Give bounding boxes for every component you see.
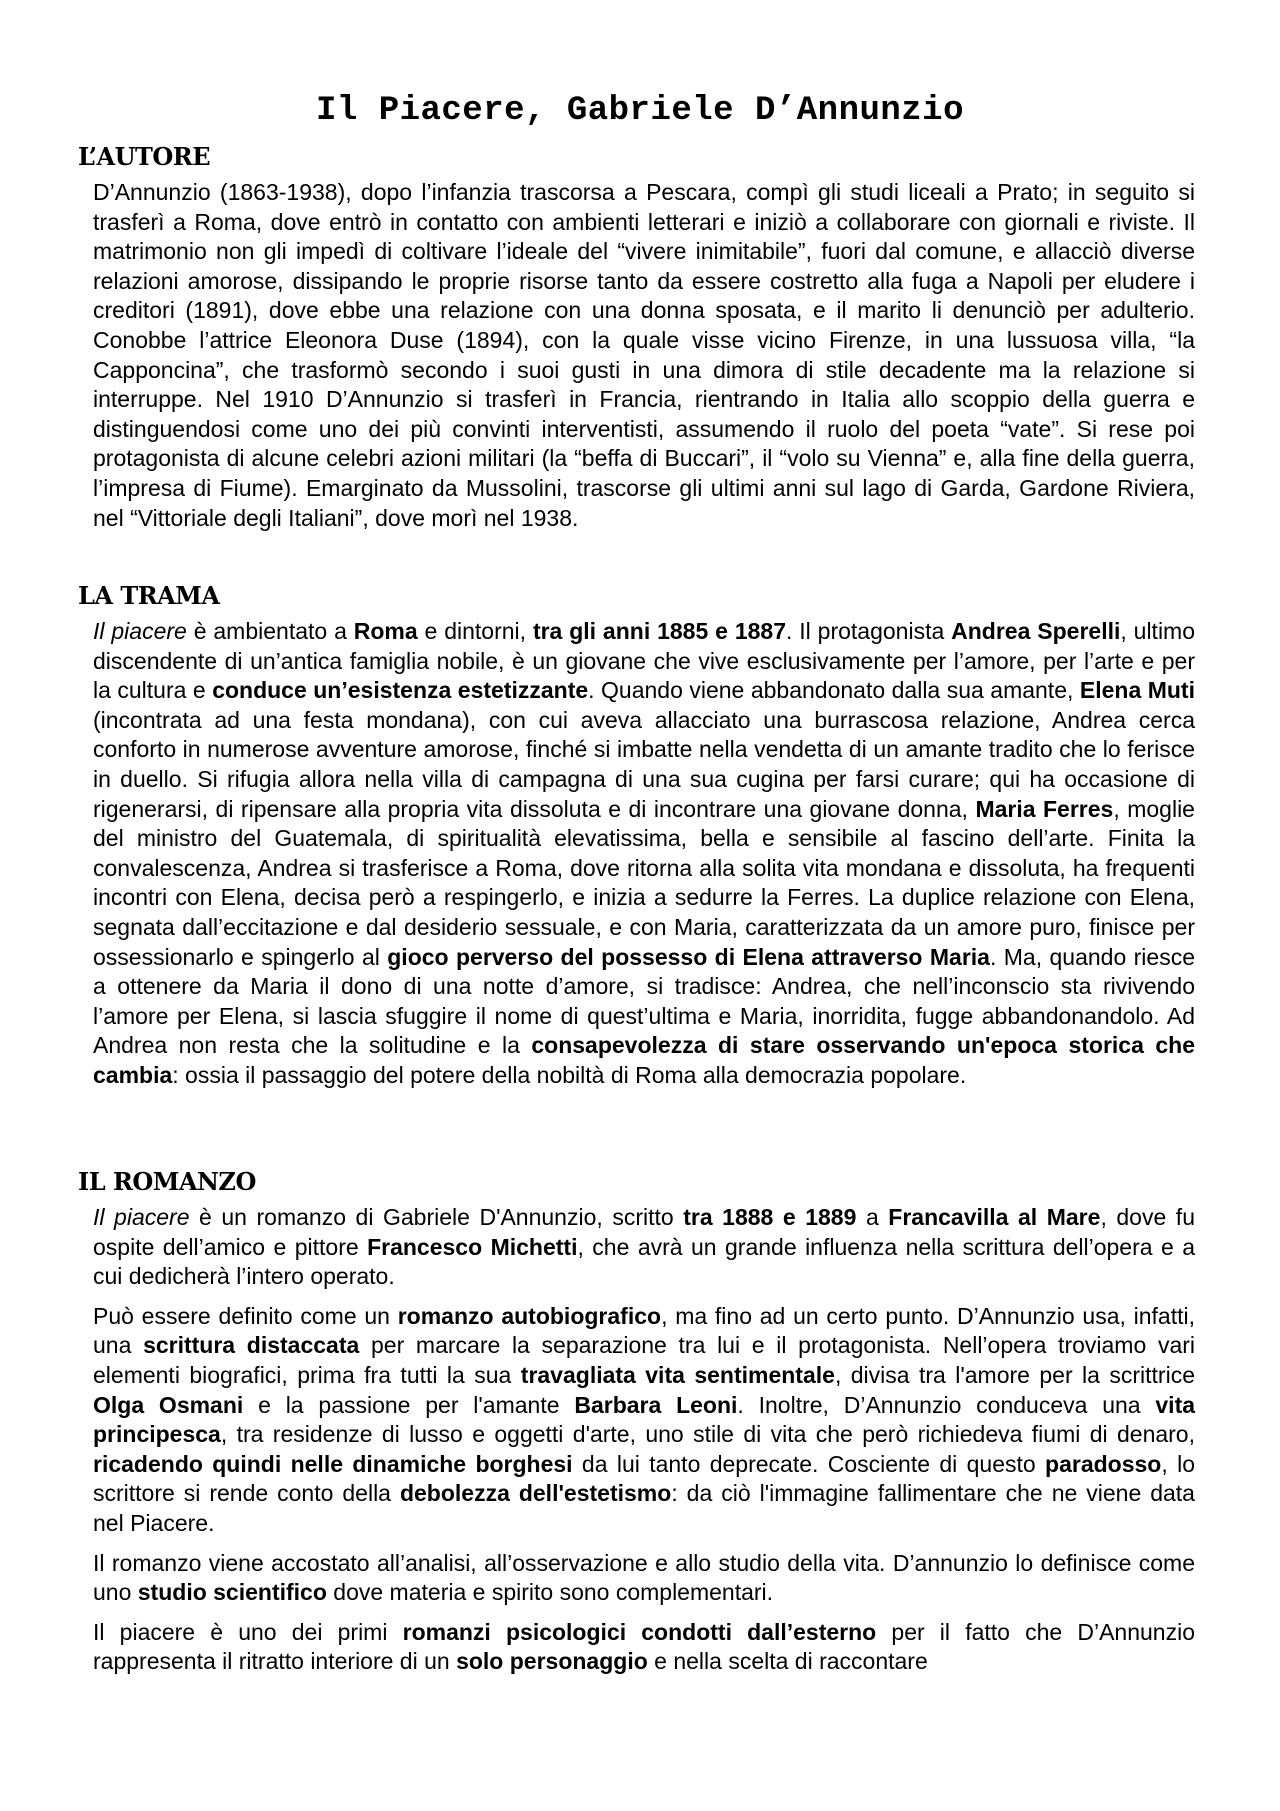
text-span: . Quando viene abbandonato dalla sua amante,: [588, 677, 1080, 704]
text-span: è ambientato a: [186, 618, 354, 644]
text-span: e la passione per l'amante: [243, 1391, 575, 1418]
text-bold: conduce un’esistenza estetizzante: [212, 677, 589, 704]
section-body-romanzo: [93, 1203, 1195, 1687]
text-bold: scrittura distaccata: [143, 1332, 360, 1359]
text-bold: vita principesca: [93, 1391, 1196, 1448]
text-span: (incontrata ad una festa mondana), con cui aveva allacciato una burrascosa relazione, Andrea cerca conforto in numerose avventure amorose, finché si imbatte nella vendetta di un amante tradito che lo ferisce in duello. Si rifugia allora nella villa di campagna di una sua cugina per farsi curare; qui ha occasione di rigenerarsi, di ripensare alla propria vita dissoluta e di incontrare una giovane donna,: [93, 706, 1195, 822]
text-span: . Inoltre, D’Annunzio conduceva una: [737, 1391, 1156, 1418]
text-span: , ma fino ad un certo punto. D’Annunzio usa, infatti, una: [93, 1302, 1195, 1359]
text-bold: tra 1888 e 1889: [683, 1204, 857, 1230]
text-span: , lo scrittore si rende conto della: [93, 1450, 1195, 1507]
text-span: , tra residenze di lusso e oggetti d'arte, uno stile di vita che però richiedeva fiumi di denaro,: [220, 1421, 1195, 1448]
text-span: , ultimo discendente di un’antica famiglia nobile, è un giovane che vive esclusivamente per l’amore, per l’arte e per la cultura e: [93, 618, 1196, 704]
text-span: . Ma, quando riesce a ottenere da Maria il dono di una notte d’amore, si tradisce: Andrea, che nell’inconscio sta rivivendo l’amore per Elena, si lascia sfuggire il nome di quest’ultima e Maria, inorridita, fugge abbandonandolo. Ad Andrea non resta che la solitudine e la: [93, 943, 1195, 1059]
text-bold: travagliata vita sentimentale: [520, 1361, 835, 1388]
text-bold: Francesco Michetti: [367, 1233, 578, 1260]
text-span: , che avrà un grande influenza nella scrittura dell’opera e a cui dedicherà l’intero operato.: [93, 1233, 1196, 1290]
document-title: Il Piacere, Gabriele D’Annunzio: [315, 92, 964, 130]
section-heading-romanzo: IL ROMANZO: [78, 1167, 256, 1196]
text-bold: tra gli anni 1885 e 1887: [532, 618, 786, 644]
text-bold: paradosso: [1045, 1450, 1162, 1477]
text-span: per il fatto che D’Annunzio rappresenta il ritratto interiore di un: [93, 1618, 1195, 1675]
text-span: e nella scelta di raccontare: [647, 1648, 928, 1675]
section-heading-autore: L’AUTORE: [78, 142, 211, 171]
paragraph: [93, 1302, 1195, 1539]
text-span: , dove fu ospite dell’amico e pittore: [93, 1204, 1195, 1260]
text-bold: romanzi psicologici condotti dall’esterno: [402, 1618, 877, 1645]
text-bold: debolezza dell'estetismo: [399, 1480, 672, 1507]
text-span: , moglie del ministro del Guatemala, di spiritualità elevatissima, bella e sensibile al fascino dell’arte. Finita la convalescenza, Andrea si trasferisce a Roma, dove ritorna alla solita vita mondana e dissoluta, ha frequenti incontri con Elena, decisa però a respingerlo, e inizia a sedurre la Ferres. La duplice relazione con Elena, segnata dall’eccitazione e dal desiderio sessuale, e con Maria, caratterizzata da un amore puro, finisce per ossessionarlo e spingerlo al: [93, 795, 1195, 970]
text-span: a: [856, 1204, 889, 1230]
text-span: : da ciò l'immagine fallimentare che ne viene data nel Piacere.: [93, 1480, 1195, 1536]
paragraph: D’Annunzio (1863-1938), dopo l’infanzia trascorsa a Pescara, compì gli studi liceali a Prato; in seguito si trasferì a Roma, dove entrò in contatto con ambienti letterari e iniziò a collaborare con giornali e riviste. Il matrimonio non gli impedì di coltivare l’ideale del “vivere inimitabile”, fuori dal comune, e allacciò diverse relazioni amorose, dissipando le proprie risorse tanto da essere costretto alla fuga a Napoli per eludere i creditori (1891), dove ebbe una relazione con una donna sposata, e il marito li denunciò per adulterio. Conobbe l’attrice Eleonora Duse (1894), con la quale visse vicino Firenze, in una lussuosa villa, “la Capponcina”, che trasformò secondo i suoi gusti in una dimora di stile decadente ma la relazione si interruppe. Nel 1910 D’Annunzio si trasferì in Francia, rientrando in Italia allo scoppio della guerra e distinguendosi come uno dei più convinti interventisti, assumendo il ruolo del poeta “vate”. Si rese poi protagonista di alcune celebri azioni militari (la “beffa di Buccari”, il “volo su Vienna” e, alla fine della guerra, l’impresa di Fiume). Emarginato da Mussolini, trascorse gli ultimi anni sul lago di Garda, Gardone Riviera, nel “Vittoriale degli Italiani”, dove morì nel 1938.: [93, 179, 1195, 531]
text-bold: Elena Muti: [1079, 677, 1195, 704]
text-span: . Il protagonista: [786, 618, 952, 644]
text-span: Può essere definito come un: [93, 1302, 398, 1329]
text-span: e dintorni,: [417, 618, 533, 644]
text-span: Il piacere è uno dei primi: [93, 1618, 403, 1645]
paragraph: [93, 1549, 1195, 1608]
text-bold: studio scientifico: [137, 1579, 327, 1606]
section-body-autore: [93, 178, 1195, 543]
text-bold: Andrea Sperelli: [951, 618, 1121, 644]
text-bold: Maria Ferres: [975, 795, 1114, 822]
paragraph: [93, 1618, 1195, 1677]
text-bold: gioco perverso del possesso di Elena attraverso Maria: [387, 943, 990, 970]
text-span: per marcare la separazione tra lui e il protagonista. Nell’opera troviamo vari elementi biografici, prima fra tutti la sua: [93, 1332, 1195, 1388]
text-italic: Il piacere: [93, 618, 187, 644]
paragraph: [93, 617, 1195, 1091]
text-span: dove materia e spirito sono complementari.: [326, 1579, 774, 1606]
text-bold: Francavilla al Mare: [888, 1204, 1101, 1230]
text-bold: romanzo autobiografico: [397, 1302, 662, 1329]
text-bold: ricadendo quindi nelle dinamiche borghesi: [93, 1450, 573, 1477]
paragraph: [93, 1203, 1195, 1292]
text-span: : ossia il passaggio del potere della nobiltà di Roma alla democrazia popolare.: [172, 1061, 967, 1088]
text-bold: solo personaggio: [456, 1648, 648, 1675]
text-italic: Il piacere: [93, 1204, 190, 1230]
text-span: è un romanzo di Gabriele D'Annunzio, scritto: [189, 1204, 684, 1230]
text-bold: Barbara Leoni: [574, 1391, 738, 1418]
section-body-trama: [93, 617, 1195, 1101]
text-span: da lui tanto deprecate. Cosciente di questo: [572, 1450, 1046, 1477]
text-span: , divisa tra l'amore per la scrittrice: [834, 1361, 1195, 1388]
text-bold: Roma: [353, 618, 418, 644]
text-bold: consapevolezza di stare osservando un'epoca storica che cambia: [93, 1032, 1195, 1088]
text-bold: Olga Osmani: [93, 1391, 244, 1418]
section-heading-trama: LA TRAMA: [78, 581, 220, 610]
text-span: Il romanzo viene accostato all’analisi, all’osservazione e allo studio della vita. D’annunzio lo definisce come uno: [93, 1549, 1195, 1606]
